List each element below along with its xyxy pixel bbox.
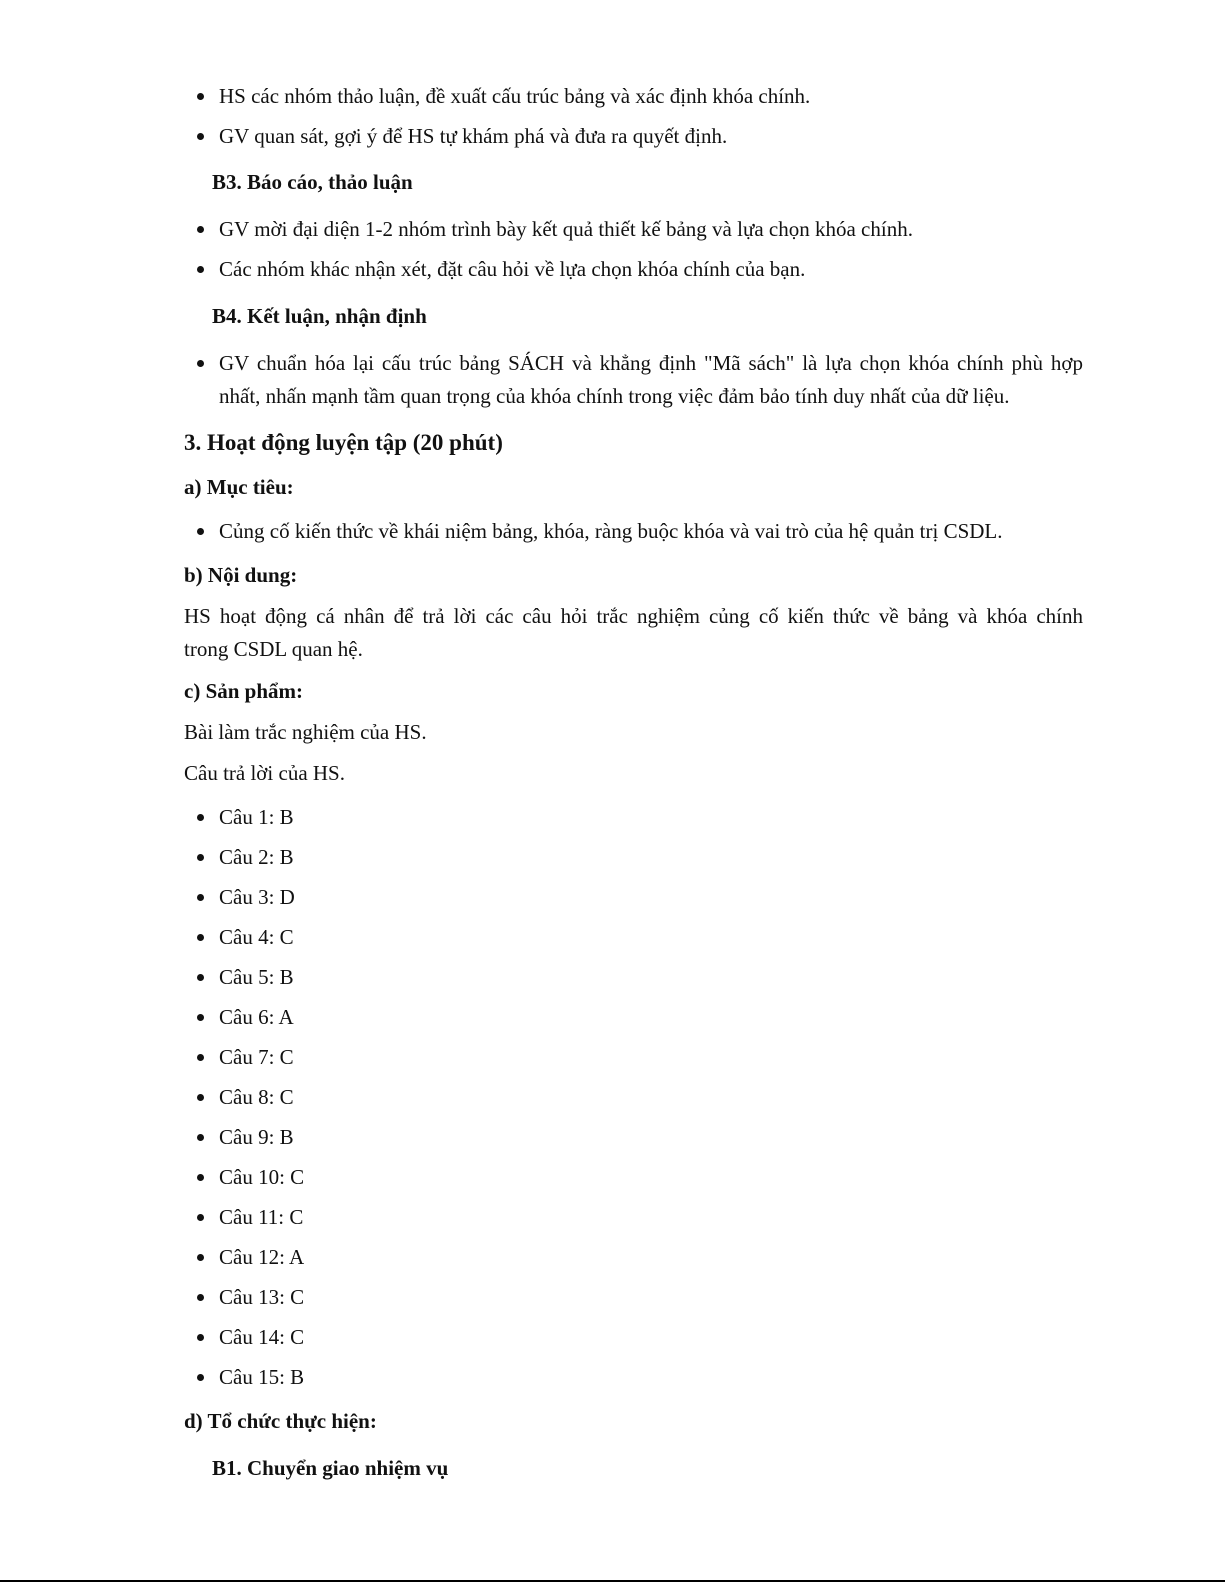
answer-item: Câu 2: B: [219, 845, 294, 869]
b3-bullet-2: Các nhóm khác nhận xét, đặt câu hỏi về lựa chọn khóa chính của bạn.: [219, 257, 806, 281]
b2-bullet-2: GV quan sát, gợi ý để HS tự khám phá và đưa ra quyết định.: [219, 124, 728, 148]
bullet-dot: [197, 894, 204, 901]
bullet-dot: [197, 1374, 204, 1381]
answer-item: Câu 6: A: [219, 1005, 294, 1029]
answer-item: Câu 1: B: [219, 805, 294, 829]
answer-item: Câu 15: B: [219, 1365, 305, 1389]
b4-bullet-line-1: GV chuẩn hóa lại cấu trúc bảng SÁCH và khẳng định "Mã sách" là lựa chọn khóa chính phù hợp: [219, 351, 1083, 375]
goal-bullet: Củng cố kiến thức về khái niệm bảng, khóa, ràng buộc khóa và vai trò của hệ quản trị CSDL.: [219, 519, 1003, 543]
bullet-dot: [197, 528, 204, 535]
bullet-dot: [197, 226, 204, 233]
answer-item: Câu 3: D: [219, 885, 295, 909]
bullet-dot: [197, 1214, 204, 1221]
product-heading: c) Sản phẩm:: [184, 679, 304, 703]
bullet-dot: [197, 266, 204, 273]
b3-bullet-1: GV mời đại diện 1-2 nhóm trình bày kết quả thiết kế bảng và lựa chọn khóa chính.: [219, 217, 913, 241]
bullet-dot: [197, 854, 204, 861]
answer-item: Câu 14: C: [219, 1325, 305, 1349]
answer-item: Câu 11: C: [219, 1205, 304, 1229]
bullet-dot: [197, 133, 204, 140]
content-line-1: HS hoạt động cá nhân để trả lời các câu hỏi trắc nghiệm củng cố kiến thức về bảng và khóa chính: [184, 604, 1083, 628]
bullet-dot: [197, 1134, 204, 1141]
content-heading: b) Nội dung:: [184, 563, 298, 587]
bullet-dot: [197, 814, 204, 821]
bullet-dot: [197, 1174, 204, 1181]
answer-item: Câu 5: B: [219, 965, 294, 989]
bullet-dot: [197, 360, 204, 367]
bullet-dot: [197, 974, 204, 981]
bullet-dot: [197, 93, 204, 100]
b3-heading: B3. Báo cáo, thảo luận: [212, 170, 413, 194]
answer-item: Câu 12: A: [219, 1245, 305, 1269]
goal-heading: a) Mục tiêu:: [184, 475, 294, 499]
b1-heading: B1. Chuyển giao nhiệm vụ: [212, 1456, 449, 1480]
answer-item: Câu 10: C: [219, 1165, 305, 1189]
answer-item: Câu 7: C: [219, 1045, 294, 1069]
bullet-dot: [197, 1094, 204, 1101]
bullet-dot: [197, 1014, 204, 1021]
bullet-dot: [197, 1054, 204, 1061]
answer-item: Câu 4: C: [219, 925, 294, 949]
content-line-2: trong CSDL quan hệ.: [184, 637, 363, 661]
product-line-2: Câu trả lời của HS.: [184, 761, 345, 785]
activity3-title: 3. Hoạt động luyện tập (20 phút): [184, 430, 503, 455]
bullet-dot: [197, 1294, 204, 1301]
organize-heading: d) Tổ chức thực hiện:: [184, 1409, 377, 1433]
bullet-dot: [197, 934, 204, 941]
answer-item: Câu 13: C: [219, 1285, 305, 1309]
bullet-dot: [197, 1334, 204, 1341]
answer-item: Câu 9: B: [219, 1125, 294, 1149]
b4-heading: B4. Kết luận, nhận định: [212, 304, 427, 328]
answer-item: Câu 8: C: [219, 1085, 294, 1109]
product-line-1: Bài làm trắc nghiệm của HS.: [184, 720, 427, 744]
page-bottom-border: [0, 1580, 1225, 1582]
bullet-dot: [197, 1254, 204, 1261]
b2-bullet-1: HS các nhóm thảo luận, đề xuất cấu trúc bảng và xác định khóa chính.: [219, 84, 811, 108]
b4-bullet-line-2: nhất, nhấn mạnh tầm quan trọng của khóa chính trong việc đảm bảo tính duy nhất của dữ liệu.: [219, 384, 1010, 408]
